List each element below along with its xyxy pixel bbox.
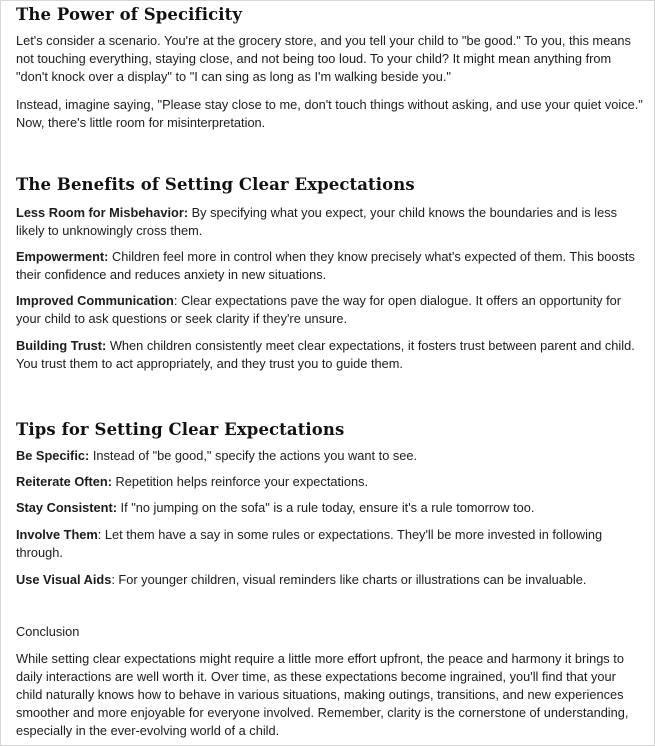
benefit-label: Building Trust: — [16, 338, 107, 353]
tip-text: : For younger children, visual reminders like charts or illustrations can be invaluable. — [111, 572, 587, 587]
conclusion-label: Conclusion — [16, 624, 80, 639]
tip-label: Use Visual Aids — [16, 572, 112, 587]
tip-label: Reiterate Often: — [16, 474, 112, 489]
paragraph-instead: Instead, imagine saying, "Please stay close to me, don't touch things without asking, and use your quiet voice." Now, there's little room for misinterpretation. — [16, 97, 643, 130]
conclusion-paragraph: While setting clear expectations might require a little more effort upfront, the peace and harmony it brings to daily interactions are well worth it. Over time, as these expectations become ingrained, you'll find that your child naturally knows how to behave in various situations, making outings, transitions, and new experiences smoother and more enjoyable for everyone involved. Remember, clarity is the cornerstone of understanding, especially in the ever-evolving world of a child. — [16, 651, 629, 738]
benefit-item — [16, 204, 641, 240]
paragraph-scenario: Let's consider a scenario. You're at the grocery store, and you tell your child to "be good." To you, this means not touching everything, staying close, and not being too loud. To your child? It might mean anything from "don't knock over a display" to "I can sing as long as I'm walking beside you." — [16, 33, 631, 84]
benefit-text: When children consistently meet clear expectations, it fosters trust between parent and child. You trust them to act appropriately, and they trust you to guide them. — [16, 338, 635, 371]
tip-label: Involve Them — [16, 527, 98, 542]
tip-item — [16, 473, 641, 491]
benefit-text: By specifying what you expect, your child knows the boundaries and is less likely to unknowingly cross them. — [16, 205, 618, 238]
benefit-item — [16, 292, 646, 328]
benefit-item — [16, 248, 641, 284]
benefit-text: Children feel more in control when they know precisely what's expected of them. This boosts their confidence and reduces anxiety in new situations. — [16, 249, 635, 282]
benefit-text: : Clear expectations pave the way for open dialogue. It offers an opportunity for your child to ask questions or seek clarity if they're unsure. — [16, 293, 622, 326]
tip-text: : Let them have a say in some rules or expectations. They'll be more invested in following through. — [16, 527, 603, 560]
tip-text: Repetition helps reinforce your expectations. — [112, 474, 369, 489]
tip-label: Be Specific: — [16, 448, 90, 463]
section-heading-benefits: The Benefits of Setting Clear Expectations — [16, 175, 415, 194]
benefit-label: Empowerment: — [16, 249, 109, 264]
tip-label: Stay Consistent: — [16, 500, 117, 515]
tip-item — [16, 526, 641, 562]
section-heading-tips: Tips for Setting Clear Expectations — [16, 420, 345, 439]
tip-item — [16, 499, 641, 517]
tip-item — [16, 447, 641, 465]
benefit-label: Improved Communication — [16, 293, 174, 308]
tip-text: If "no jumping on the sofa" is a rule today, ensure it's a rule tomorrow too. — [116, 500, 535, 515]
tip-item — [16, 571, 641, 589]
tip-text: Instead of "be good," specify the actions you want to see. — [89, 448, 418, 463]
benefit-label: Less Room for Misbehavior: — [16, 205, 189, 220]
benefit-item — [16, 337, 641, 373]
section-heading-power-of-specificity: The Power of Specificity — [16, 5, 243, 24]
